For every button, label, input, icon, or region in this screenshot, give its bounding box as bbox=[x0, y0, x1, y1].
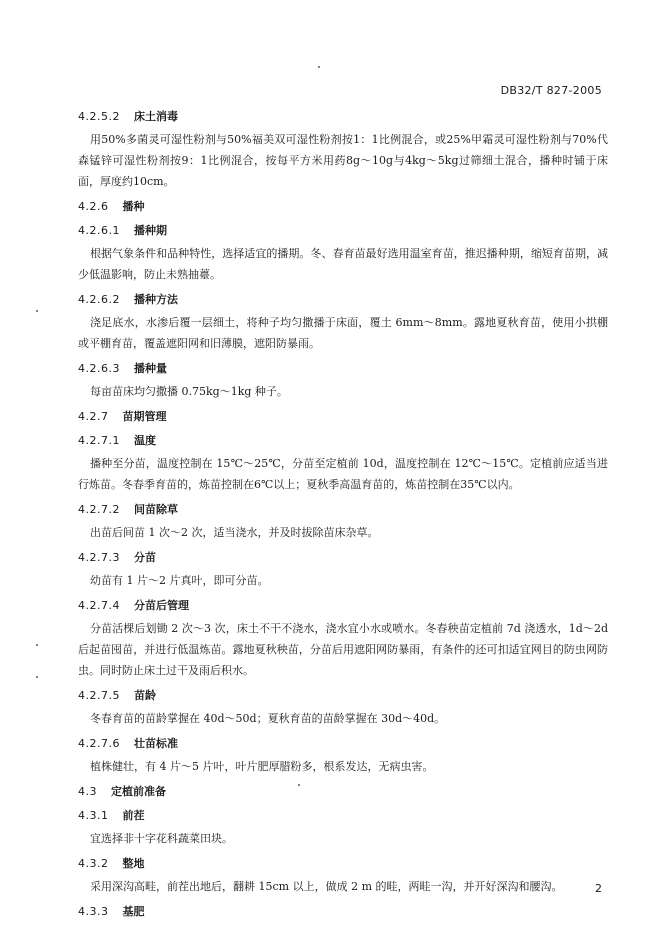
section-number: 4.2.7.4 bbox=[78, 599, 120, 612]
section-heading bbox=[78, 195, 608, 219]
scan-speck bbox=[318, 66, 320, 68]
section-heading bbox=[78, 852, 608, 876]
section-number: 4.2.7.3 bbox=[78, 551, 120, 564]
section-title: 壮苗标准 bbox=[133, 737, 178, 750]
scan-speck bbox=[298, 784, 300, 786]
section-heading bbox=[78, 357, 608, 381]
section-paragraph: 植株健壮，有 4 片～5 片叶，叶片肥厚腊粉多，根系发达，无病虫害。 bbox=[90, 760, 434, 773]
section-paragraph: 冬春育苗的苗龄掌握在 40d～50d；夏秋育苗的苗龄掌握在 30d～40d。 bbox=[90, 712, 446, 725]
section-title: 分苗 bbox=[133, 551, 156, 564]
section-heading bbox=[78, 900, 608, 924]
section-title: 苗龄 bbox=[133, 689, 156, 702]
section-number: 4.3 bbox=[78, 785, 97, 798]
section-paragraph: 出苗后间苗 1 次～2 次，适当浇水，并及时拔除苗床杂草。 bbox=[90, 526, 379, 539]
section-title: 播种方法 bbox=[133, 293, 178, 306]
section-title: 基肥 bbox=[122, 905, 145, 918]
section-number: 4.2.6.3 bbox=[78, 362, 120, 375]
section-paragraph: 浇足底水，水渗后覆一层细土，将种子均匀撒播于床面，覆土 6mm～8mm。露地夏秋育苗，使用小拱棚或平棚育苗，覆盖遮阳网和旧薄膜，遮阳防暴雨。 bbox=[78, 316, 608, 350]
section-title: 定植前准备 bbox=[111, 785, 166, 798]
section-number: 4.2.7.6 bbox=[78, 737, 120, 750]
page-number: 2 bbox=[595, 882, 602, 895]
section-title: 播种期 bbox=[133, 224, 167, 237]
section-title: 整地 bbox=[122, 857, 145, 870]
section-number: 4.2.7.2 bbox=[78, 503, 120, 516]
section-number: 4.3.1 bbox=[78, 809, 109, 822]
section-title: 播种 bbox=[122, 200, 145, 213]
section-heading bbox=[78, 780, 608, 804]
section-heading bbox=[78, 405, 608, 429]
section-paragraph: 分苗活棵后划锄 2 次～3 次，床土不干不浇水，浇水宜小水或喷水。冬春秧苗定植前 7d 浇透水，1d～2d 后起苗囤苗，并进行低温炼苗。露地夏秋秧苗，分苗后用遮阳网防暴雨，有条件的还可扣适宜网目的防虫网防虫。同时防止床土过干及雨后积水。 bbox=[78, 622, 608, 677]
section-number: 4.3.3 bbox=[78, 905, 109, 918]
document-body bbox=[78, 105, 608, 924]
scan-speck bbox=[36, 644, 38, 646]
section-heading bbox=[78, 429, 608, 453]
section-heading bbox=[78, 105, 608, 129]
section-number: 4.2.5.2 bbox=[78, 110, 120, 123]
section-title: 床土消毒 bbox=[133, 110, 178, 123]
section-number: 4.2.7 bbox=[78, 410, 109, 423]
section-number: 4.3.2 bbox=[78, 857, 109, 870]
section-heading bbox=[78, 288, 608, 312]
section-title: 间苗除草 bbox=[133, 503, 178, 516]
section-heading bbox=[78, 732, 608, 756]
scan-speck bbox=[36, 676, 38, 678]
section-title: 苗期管理 bbox=[122, 410, 167, 423]
section-paragraph: 播种至分苗，温度控制在 15℃～25℃，分苗至定植前 10d，温度控制在 12℃～15℃。定植前应适当进行炼苗。冬春季育苗的，炼苗控制在6℃以上；夏秋季高温育苗的，炼苗控制在35℃以内。 bbox=[78, 457, 608, 491]
section-paragraph: 每亩苗床均匀撒播 0.75kg～1kg 种子。 bbox=[90, 385, 288, 398]
section-paragraph: 幼苗有 1 片～2 片真叶，即可分苗。 bbox=[90, 574, 269, 587]
section-number: 4.2.7.1 bbox=[78, 434, 120, 447]
section-title: 前茬 bbox=[122, 809, 145, 822]
section-number: 4.2.6 bbox=[78, 200, 109, 213]
section-title: 分苗后管理 bbox=[133, 599, 189, 612]
section-number: 4.2.6.2 bbox=[78, 293, 120, 306]
document-code: DB32/T 827-2005 bbox=[500, 84, 602, 97]
section-title: 温度 bbox=[133, 434, 156, 447]
section-heading bbox=[78, 498, 608, 522]
section-paragraph: 采用深沟高畦，前茬出地后，翻耕 15cm 以上，做成 2 m 的畦，两畦一沟，并开好深沟和腰沟。 bbox=[90, 880, 563, 893]
section-paragraph: 用50%多菌灵可湿性粉剂与50%福美双可湿性粉剂按1：1比例混合，或25%甲霜灵可湿性粉剂与70%代森锰锌可湿性粉剂按9：1比例混合，按每平方米用药8g～10g与4kg～5kg过筛细土混合，播种时铺于床面，厚度约10cm。 bbox=[78, 133, 608, 188]
section-paragraph: 根据气象条件和品种特性，选择适宜的播期。冬、春育苗最好选用温室育苗，推迟播种期，缩短育苗期，减少低温影响，防止未熟抽薹。 bbox=[78, 247, 608, 281]
section-title: 播种量 bbox=[133, 362, 167, 375]
section-number: 4.2.7.5 bbox=[78, 689, 120, 702]
section-heading bbox=[78, 684, 608, 708]
section-heading bbox=[78, 219, 608, 243]
section-heading bbox=[78, 594, 608, 618]
section-number: 4.2.6.1 bbox=[78, 224, 120, 237]
scan-speck bbox=[36, 310, 38, 312]
section-heading bbox=[78, 804, 608, 828]
section-paragraph: 宜选择非十字花科蔬菜田块。 bbox=[90, 832, 233, 845]
section-heading bbox=[78, 546, 608, 570]
